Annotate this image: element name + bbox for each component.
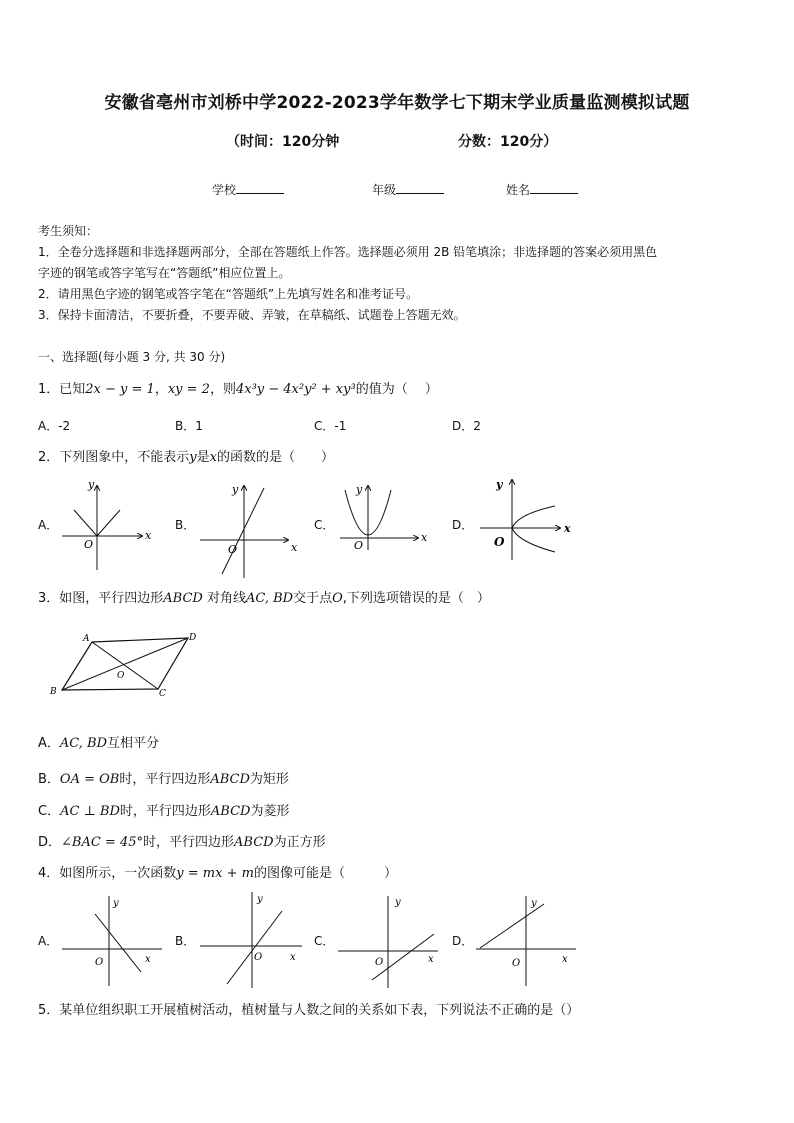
q1-sep: ， — [154, 382, 168, 397]
q4-graph-a — [62, 896, 162, 986]
axis-x-label: x — [291, 541, 298, 554]
q2-label-b: B． — [175, 518, 196, 532]
notice-heading: 考生须知： — [38, 224, 99, 238]
point-a-label: A — [83, 634, 90, 644]
point-d-label: D — [189, 633, 197, 643]
q2-y: y — [189, 450, 197, 465]
notice-item: 1．全卷分选择题和非选择题两部分，全部在答题纸上作答。选择题必须用 2B 铅笔填涂；非选择题的答案必须用黑色 — [38, 245, 658, 259]
q1-expr: 4x³y − 4x²y² + xy³ — [235, 382, 356, 397]
axis-x-label: x — [145, 529, 152, 542]
axis-x-label: x — [564, 522, 571, 535]
axis-x-label: x — [290, 952, 296, 963]
q1-option-d: D．2 — [452, 419, 481, 433]
origin-label: O — [95, 957, 104, 968]
axis-x-label: x — [421, 531, 428, 544]
axis-y-label: y — [531, 898, 537, 909]
exam-time: （时间：120分钟 — [226, 134, 340, 150]
point-b-label: B — [50, 687, 57, 697]
option-text: 时，平行四边形 — [119, 804, 211, 819]
axis-x-label: x — [562, 954, 568, 965]
exam-score: 分数：120分） — [458, 134, 558, 150]
q2-label-d: D． — [452, 518, 474, 532]
origin-label: O — [494, 535, 505, 549]
q3-mid2: 交于点 — [293, 591, 333, 606]
axis-y-label: y — [496, 478, 503, 491]
q3-o: O — [332, 591, 343, 606]
section-heading: 一、选择题(每小题 3 分, 共 30 分) — [38, 350, 226, 364]
axis-x-label: x — [145, 954, 151, 965]
axis-y-label: y — [257, 894, 263, 905]
option-text: 互相平分 — [107, 736, 160, 751]
q3-acbd: AC, BD — [245, 591, 294, 606]
point-c-label: C — [159, 689, 166, 699]
option-text: 时，平行四边形 — [119, 772, 211, 787]
option-text: 为正方形 — [273, 835, 326, 850]
q3-pre: 3．如图，平行四边形 — [38, 591, 164, 606]
origin-label: O — [228, 543, 238, 556]
q1-eq2: xy = 2 — [167, 382, 210, 397]
q1-mid: ，则 — [209, 382, 236, 397]
q4-label-c: C． — [314, 934, 335, 948]
q4-pre: 4．如图所示，一次函数 — [38, 866, 177, 881]
option-text: 为菱形 — [250, 804, 290, 819]
option-label: A． — [38, 736, 60, 751]
origin-label: O — [84, 538, 94, 551]
q3-option-b — [38, 768, 289, 787]
axis-x-label: x — [428, 954, 434, 965]
q4-graph-d — [476, 896, 576, 986]
option-text: 为矩形 — [249, 772, 289, 787]
point-o-label: O — [117, 671, 125, 681]
question-3 — [38, 587, 490, 606]
q4-label-a: A． — [38, 934, 59, 948]
q1-eq1: 2x − y = 1 — [85, 382, 155, 397]
grade-label: 年级 — [372, 183, 397, 197]
option-math: AC ⊥ BD — [60, 804, 120, 819]
q1-tail: 的值为（ ） — [355, 382, 438, 397]
origin-label: O — [254, 952, 263, 963]
axis-y-label: y — [232, 483, 239, 496]
option-math: ABCD — [210, 772, 250, 787]
q2-label-a: A． — [38, 518, 59, 532]
q2-label-c: C． — [314, 518, 335, 532]
option-label: B． — [38, 772, 60, 787]
option-text: 时，平行四边形 — [143, 835, 235, 850]
notice-item: 字迹的钢笔或答字笔写在“答题纸”相应位置上。 — [38, 266, 291, 280]
q4-graph-b — [200, 892, 302, 988]
axis-y-label: y — [88, 478, 95, 491]
option-label: C． — [38, 804, 61, 819]
q4-label-b: B． — [175, 934, 196, 948]
q4-eq: y = mx + m — [176, 866, 254, 881]
name-label: 姓名 — [506, 183, 531, 197]
q2-tail: 的函数的是（ ） — [217, 450, 335, 465]
origin-label: O — [375, 957, 384, 968]
option-math: AC, BD — [59, 736, 108, 751]
q4-graph-c — [338, 896, 438, 988]
q1-option-b: B．1 — [175, 419, 203, 433]
q2-mid: 是 — [196, 450, 210, 465]
question-5: 5．某单位组织职工开展植树活动，植树量与人数之间的关系如下表，下列说法不正确的是（） — [38, 1003, 580, 1018]
q4-tail: 的图像可能是（ ） — [253, 866, 397, 881]
q1-option-c: C．-1 — [314, 419, 347, 433]
origin-label: O — [354, 539, 364, 552]
option-math: ∠BAC = 45° — [61, 835, 143, 850]
question-4 — [38, 862, 397, 881]
notice-item: 3．保持卡面清洁，不要折叠，不要弄破、弄皱，在草稿纸、试题卷上答题无效。 — [38, 308, 466, 322]
q3-option-d — [38, 831, 326, 850]
q2-pre: 2．下列图象中，不能表示 — [38, 450, 190, 465]
q4-label-d: D． — [452, 934, 474, 948]
q2-graph-d — [480, 478, 571, 560]
axis-y-label: y — [356, 483, 363, 496]
q2-x: x — [209, 450, 217, 465]
axis-y-label: y — [113, 898, 119, 909]
axis-y-label: y — [395, 897, 401, 908]
notice-item: 2．请用黑色字迹的钢笔或答字笔在“答题纸”上先填写姓名和准考证号。 — [38, 287, 419, 301]
q3-tail: ,下列选项错误的是（ ） — [342, 591, 490, 606]
option-label: D． — [38, 835, 62, 850]
page-title: 安徽省亳州市刘桥中学2022-2023学年数学七下期末学业质量监测模拟试题 — [104, 93, 690, 113]
origin-label: O — [512, 958, 521, 969]
option-math: OA = OB — [59, 772, 120, 787]
q2-graph-b — [200, 483, 298, 578]
q1-option-a: A．-2 — [38, 419, 71, 433]
option-math: ABCD — [234, 835, 274, 850]
school-label: 学校 — [212, 183, 237, 197]
q2-graph-c — [340, 483, 428, 552]
q3-mid1: 对角线 — [202, 591, 246, 606]
q3-option-a — [38, 732, 159, 751]
q3-option-c — [38, 800, 289, 819]
q1-num: 1．已知 — [38, 382, 86, 397]
q3-parallelogram — [49, 633, 196, 699]
option-math: ABCD — [210, 804, 251, 819]
q3-abcd: ABCD — [163, 591, 203, 606]
q2-graph-a — [62, 478, 152, 570]
